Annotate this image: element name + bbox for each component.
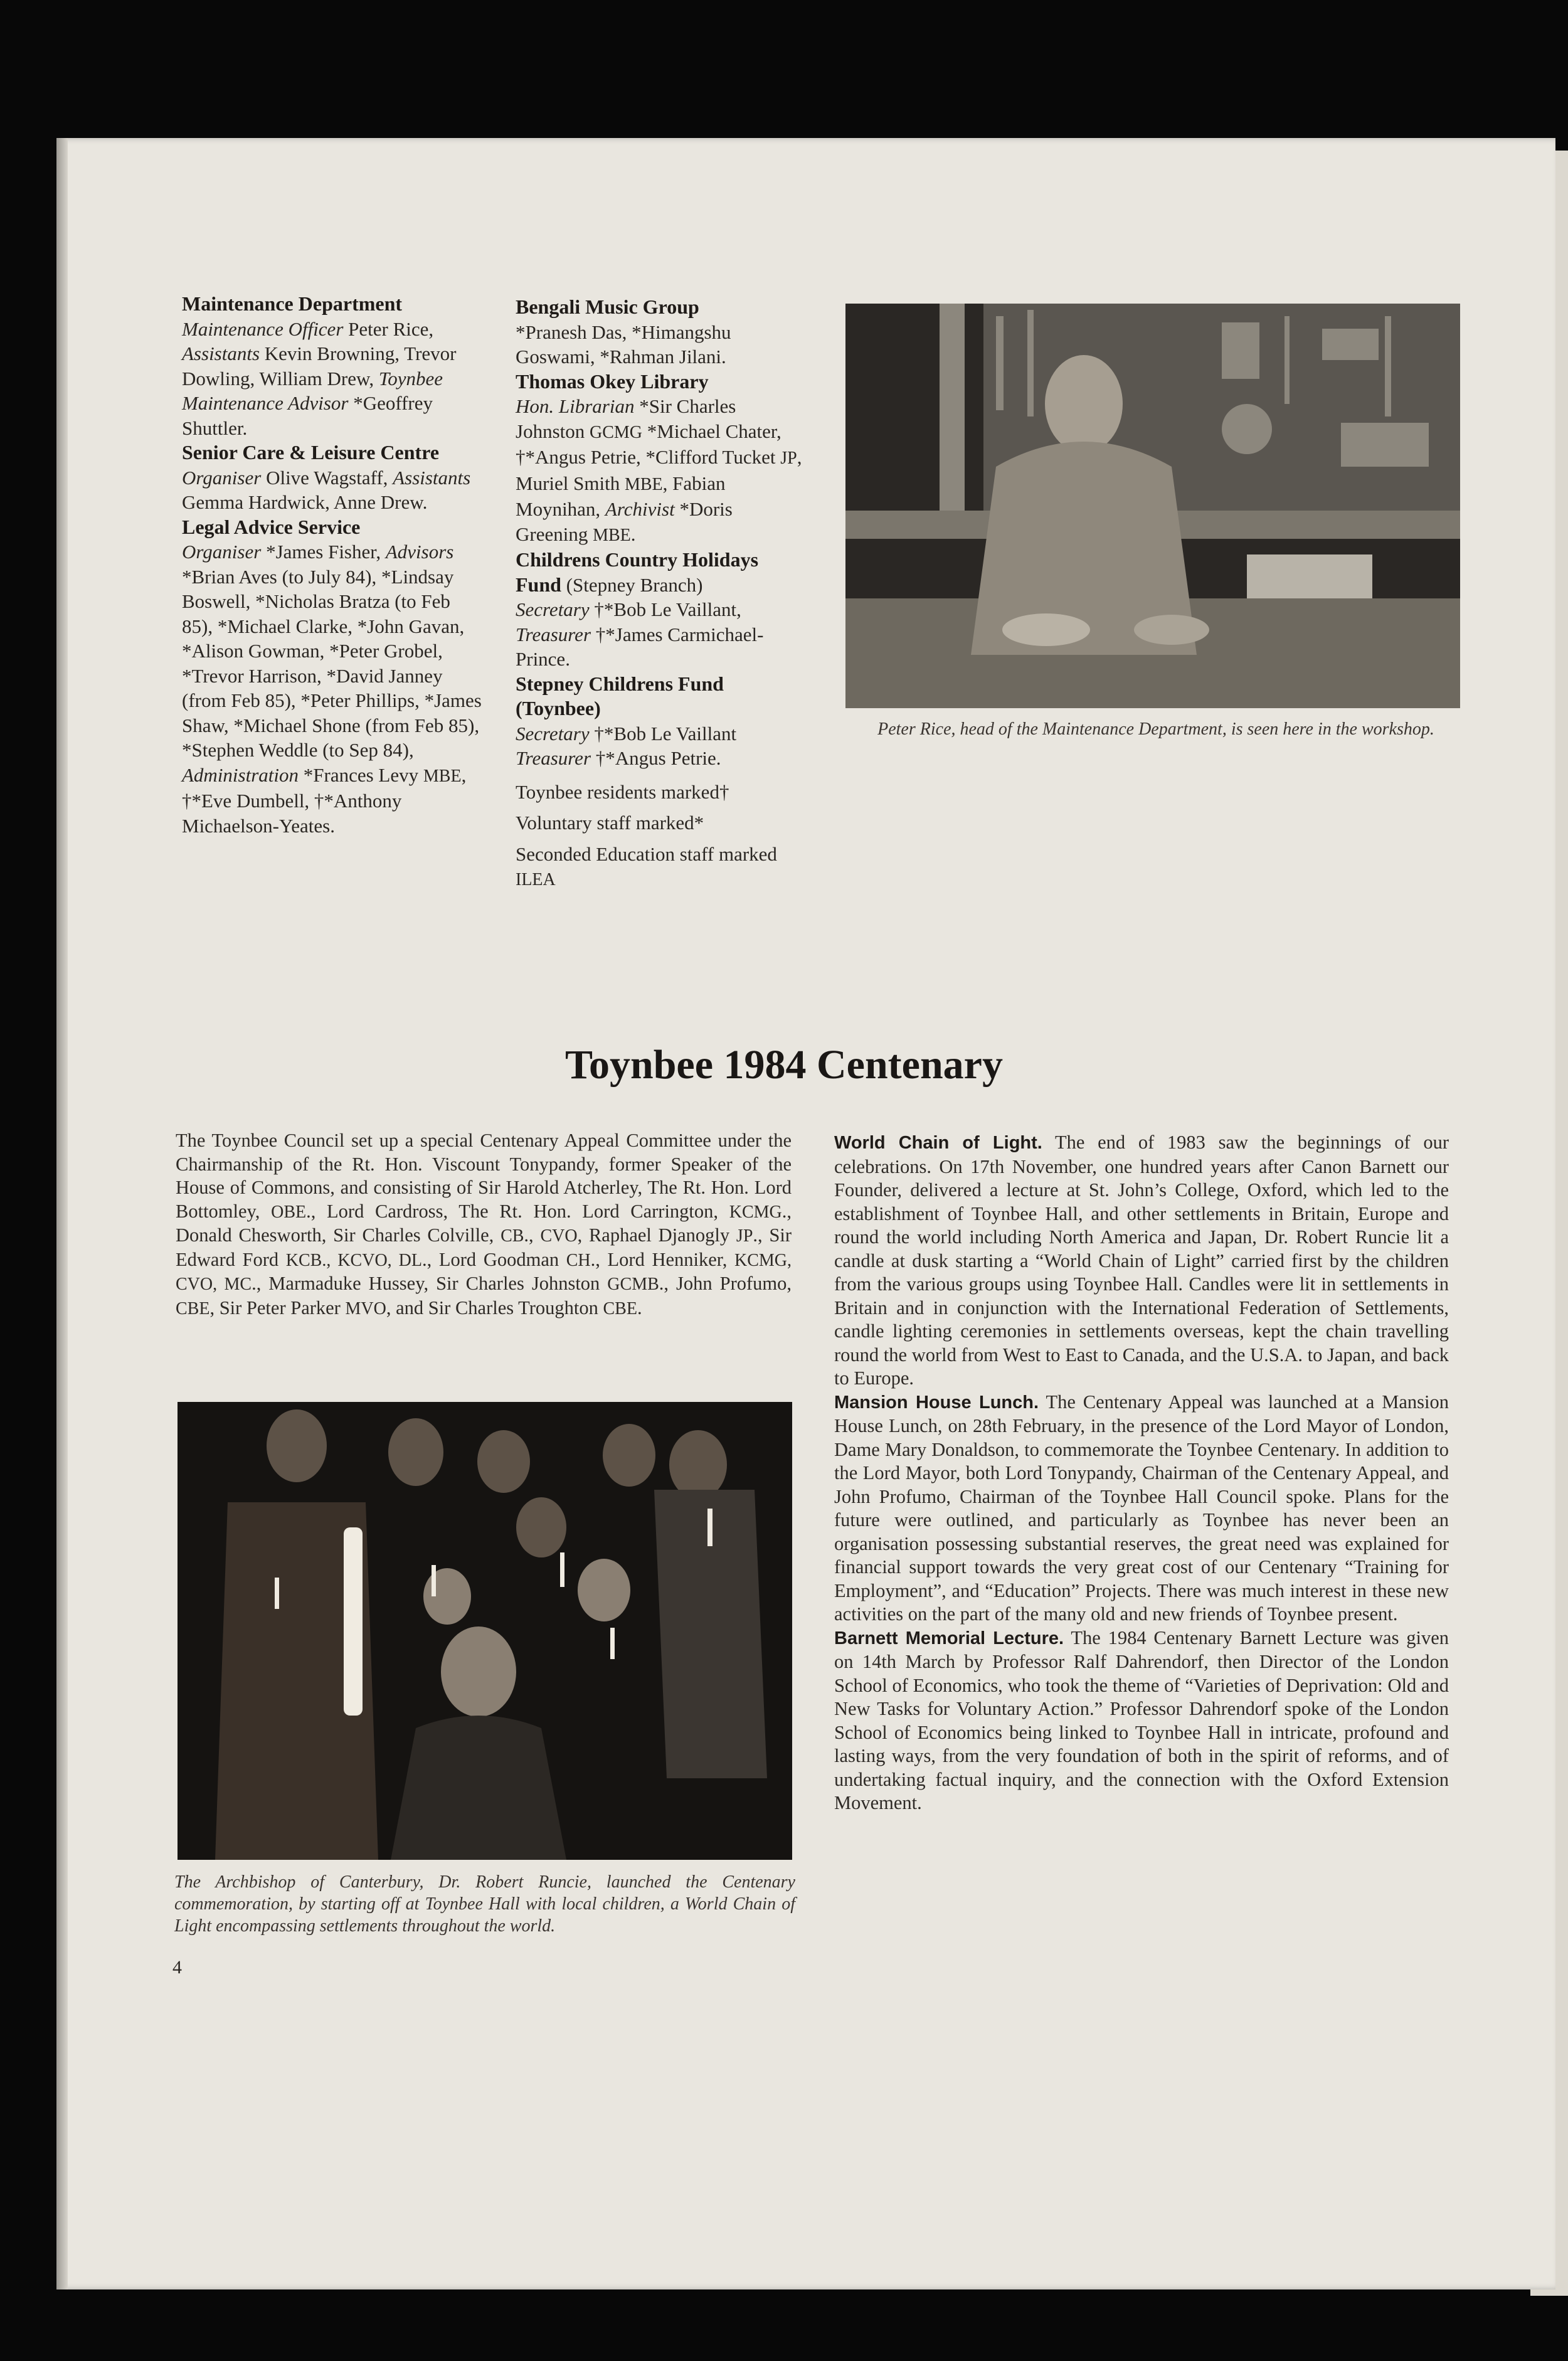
stepney-fund-text: Secretary †*Bob Le Vaillant Treasurer †*Angus Petrie. <box>516 722 737 769</box>
maintenance-text: Maintenance Officer Peter Rice, Assistants Kevin Browning, Trevor Dowling, William Drew, Toynbee Maintenance Advisor *Geoffrey Shuttler. <box>182 317 457 439</box>
candle-ceremony-photo <box>177 1402 792 1860</box>
senior-care-heading: Senior Care & Leisure Centre <box>182 441 440 464</box>
key-seconded: Seconded Education staff marked ILEA <box>516 842 777 889</box>
stepney-fund-heading: Stepney Childrens Fund (Toynbee) <box>516 672 724 719</box>
mansion-house-paragraph: Mansion House Lunch. The Centenary Appeal was launched at a Mansion House Lunch, on 28th February, in the presence of the Lord Mayor of London, Dame Mary Donaldson, to commemorate the Toynbee Centenary. In addition to the Lord Mayor, both Lord Tonypandy, Chairman of the Centenary Appeal, and John Profumo, Chairman of the Toynbee Hall Council spoke. Plans for the future were outlined, and particularly as Toynbee has never been an organisation possessing substantial reserves, the great need was explained for financial support towards the very great cost of our Centenary “Training for Employment”, and “Education” Projects. There was much interest in these new activities on the part of the many old and new friends of Toynbee present. <box>834 1391 1449 1625</box>
senior-care-text: Organiser Olive Wagstaff, Assistants Gemma Hardwick, Anne Drew. <box>182 466 471 513</box>
legal-advice-heading: Legal Advice Service <box>182 515 361 538</box>
staff-column-1 <box>182 292 483 838</box>
maintenance-heading: Maintenance Department <box>182 292 403 315</box>
page-binding-edge <box>56 138 68 2289</box>
bengali-text: *Pranesh Das, *Himangshu Goswami, *Rahman Jilani. <box>516 321 731 368</box>
okey-library-heading: Thomas Okey Library <box>516 369 709 393</box>
legal-advice-text: Organiser *James Fisher, Advisors *Brian Aves (to July 84), *Lindsay Boswell, *Nicholas Bratza (to Feb 85), *Michael Clarke, *John Gavan, *Alison Gowman, *Peter Grobel, *Trevor Harrison, *David Janney (from Feb 85), *Peter Phillips, *James Shaw, *Michael Shone (from Feb 85), *Stephen Weddle (to Sep 84), Administration *Frances Levy MBE, †*Eve Dumbell, †*Anthony Michaelson-Yeates. <box>182 541 482 837</box>
world-chain-paragraph: World Chain of Light. The end of 1983 saw the beginnings of our celebrations. On 17th November, one hundred years after Canon Barnett our Founder, delivered a lecture at St. John’s College, Oxford, which led to the establishment of Toynbee Hall, and other settlements in Britain, Europe and round the world including North America and Japan, Dr. Robert Runcie lit a candle at dusk starting a “World Chain of Light” carried first by the children from the various groups using Toynbee Hall. Candles were lit in settlements in Britain and in conjunction with the International Federation of Settlements, candle lighting ceremonies in settlements overseas, kept the chain travelling round the world from West to East to Canada, and the U.S.A. to Japan, and back to Europe. <box>834 1132 1449 1389</box>
workshop-photo-caption: Peter Rice, head of the Maintenance Department, is seen here in the workshop. <box>877 719 1434 739</box>
key-voluntary: Voluntary staff marked* <box>516 812 704 834</box>
candle-ceremony-image <box>177 1402 792 1860</box>
bengali-heading: Bengali Music Group <box>516 295 699 318</box>
council-paragraph: The Toynbee Council set up a special Centenary Appeal Committee under the Chairmanship of the Rt. Hon. Viscount Tonypandy, former Speaker of the House of Commons, and consisting of Sir Harold Atcherley, The Rt. Hon. Lord Bottomley, OBE., Lord Cardross, The Rt. Hon. Lord Carrington, KCMG., Donald Chesworth, Sir Charles Colville, CB., CVO, Raphael Djanogly JP., Sir Edward Ford KCB., KCVO, DL., Lord Goodman CH., Lord Henniker, KCMG, CVO, MC., Marmaduke Hussey, Sir Charles Johnston GCMB., John Profumo, CBE, Sir Peter Parker MVO, and Sir Charles Troughton CBE. <box>176 1130 792 1318</box>
barnett-lecture-paragraph: Barnett Memorial Lecture. The 1984 Centenary Barnett Lecture was given on 14th March by Professor Ralf Dahrendorf, then Director of the London School of Economics, who took the theme of “Varieties of Deprivation: Old and New Tasks for Voluntary Action.” Professor Dahrendorf spoke of the London School of Economics being linked to Toynbee Hall in intricate, profound and lasting ways, from the very foundation of both in the spirit of reforms, and of undertaking factual inquiry, and the connection with the Oxford Extension Movement. <box>834 1626 1449 1813</box>
key-residents: Toynbee residents marked† <box>516 780 729 803</box>
childrens-fund-heading: Childrens Country Holidays Fund (Stepney Branch) <box>516 548 759 596</box>
okey-library-text: Hon. Librarian *Sir Charles Johnston GCMG *Michael Chater, †*Angus Petrie, *Clifford Tucket JP, Muriel Smith MBE, Fabian Moynihan, Archivist *Doris Greening MBE. <box>516 395 802 545</box>
right-body-text <box>834 1131 1449 1815</box>
workshop-photo-image <box>845 304 1460 708</box>
left-body-text <box>176 1129 792 1320</box>
candle-photo-caption: The Archbishop of Canterbury, Dr. Robert Runcie, launched the Centenary commemoration, by starting off at Toynbee Hall with local children, a World Chain of Light encompassing settlements throughout the world. <box>174 1872 795 1936</box>
workshop-photo <box>845 304 1460 708</box>
childrens-fund-text: Secretary †*Bob Le Vaillant, Treasurer †*James Carmichael-Prince. <box>516 598 764 670</box>
page-number: 4 <box>172 1957 182 1978</box>
article-title: Toynbee 1984 Centenary <box>565 1042 1003 1088</box>
staff-column-2 <box>516 295 804 893</box>
